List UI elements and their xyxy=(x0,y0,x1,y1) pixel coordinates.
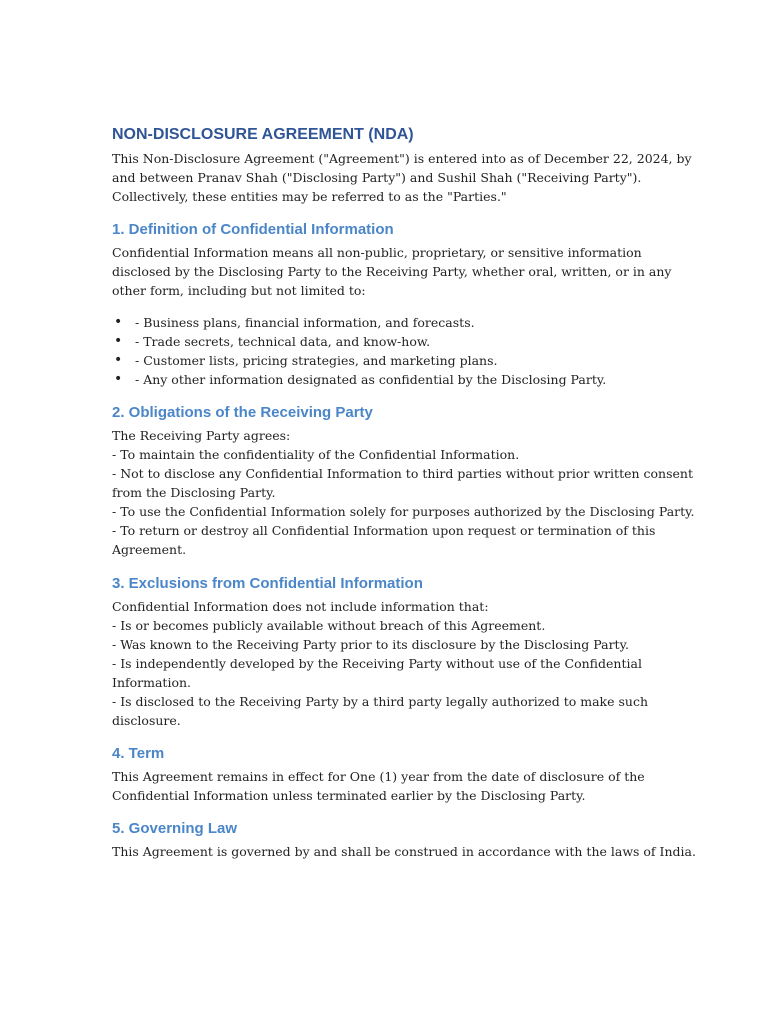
bullet-dot-icon: • xyxy=(114,333,123,349)
body-line: This Agreement is governed by and shall be construed in accordance with the laws of India. xyxy=(112,844,696,859)
list-item xyxy=(112,332,606,351)
list-item-text: - Any other information designated as confidential by the Disclosing Party. xyxy=(135,372,607,387)
body-line: Confidential Information means all non-public, proprietary, or sensitive information xyxy=(112,245,642,260)
section-1-bullet-list xyxy=(112,313,606,389)
body-line: - Is independently developed by the Receiving Party without use of the Confidential xyxy=(112,656,642,671)
body-line: - Is disclosed to the Receiving Party by a third party legally authorized to make such xyxy=(112,694,649,709)
body-line: disclosure. xyxy=(112,713,181,728)
body-line: This Agreement remains in effect for One (1) year from the date of disclosure of the xyxy=(112,769,645,784)
body-line: - To return or destroy all Confidential Information upon request or termination of this xyxy=(112,523,656,538)
intro-line: and between Pranav Shah ("Disclosing Party") and Sushil Shah ("Receiving Party"). xyxy=(112,170,642,185)
section-5-heading: 5. Governing Law xyxy=(112,820,238,837)
section-4-heading: 4. Term xyxy=(112,745,165,762)
body-line: Information. xyxy=(112,675,191,690)
body-line: Confidential Information unless terminated earlier by the Disclosing Party. xyxy=(112,788,586,803)
document-title: NON-DISCLOSURE AGREEMENT (NDA) xyxy=(112,126,414,143)
section-2-body xyxy=(112,426,695,559)
bullet-dot-icon: • xyxy=(114,352,123,368)
body-line: Agreement. xyxy=(112,542,187,557)
list-item-text: - Trade secrets, technical data, and know-how. xyxy=(135,334,431,349)
body-line: The Receiving Party agrees: xyxy=(112,428,291,443)
list-item xyxy=(112,370,606,389)
body-line: - Not to disclose any Confidential Information to third parties without prior written consent xyxy=(112,466,693,481)
section-2-heading: 2. Obligations of the Receiving Party xyxy=(112,404,373,421)
intro-line: This Non-Disclosure Agreement ("Agreement") is entered into as of December 22, 2024, by xyxy=(112,151,692,166)
body-line: from the Disclosing Party. xyxy=(112,485,276,500)
section-3-body xyxy=(112,597,672,730)
body-line: disclosed by the Disclosing Party to the Receiving Party, whether oral, written, or in any xyxy=(112,264,672,279)
body-line: - To use the Confidential Information solely for purposes authorized by the Disclosing Party. xyxy=(112,504,695,519)
body-line: Confidential Information does not include information that: xyxy=(112,599,489,614)
intro-paragraph xyxy=(112,149,692,206)
list-item xyxy=(112,313,606,332)
bullet-dot-icon: • xyxy=(114,371,123,387)
section-3-heading: 3. Exclusions from Confidential Information xyxy=(112,575,423,592)
body-line: other form, including but not limited to: xyxy=(112,283,366,298)
body-line: - To maintain the confidentiality of the Confidential Information. xyxy=(112,447,520,462)
section-5-body xyxy=(112,842,696,861)
list-item-text: - Customer lists, pricing strategies, and marketing plans. xyxy=(135,353,498,368)
body-line: - Was known to the Receiving Party prior to its disclosure by the Disclosing Party. xyxy=(112,637,629,652)
body-line: - Is or becomes publicly available without breach of this Agreement. xyxy=(112,618,546,633)
list-item xyxy=(112,351,606,370)
section-4-body xyxy=(112,767,672,805)
section-1-body xyxy=(112,243,672,300)
list-item-text: - Business plans, financial information, and forecasts. xyxy=(135,315,475,330)
bullet-dot-icon: • xyxy=(114,314,123,330)
intro-line: Collectively, these entities may be referred to as the "Parties." xyxy=(112,189,507,204)
section-1-heading: 1. Definition of Confidential Information xyxy=(112,221,394,238)
